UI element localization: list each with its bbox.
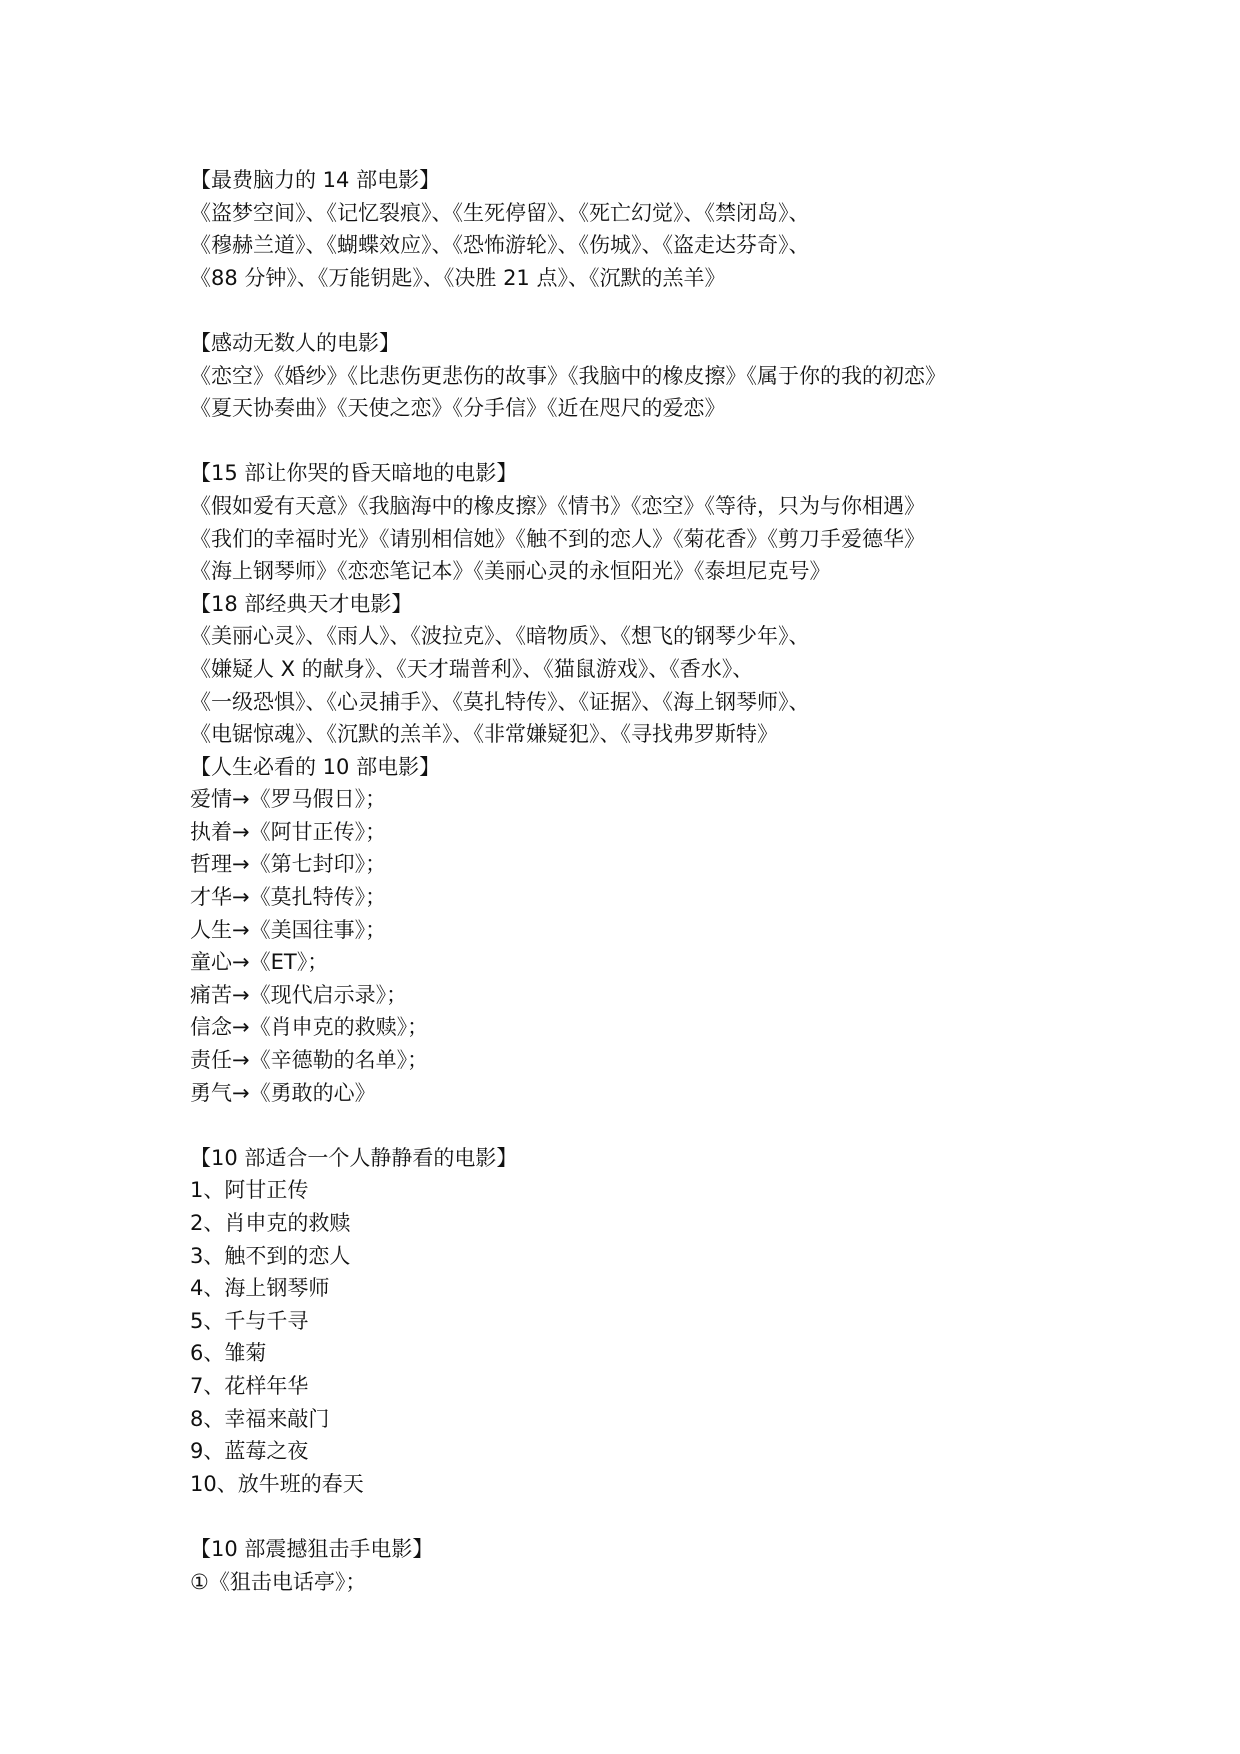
section-heading: 【感动无数人的电影】 <box>190 330 400 355</box>
section-heading: 【15 部让你哭的昏天暗地的电影】 <box>190 461 518 486</box>
list-item: 勇气→《勇敢的心》 <box>190 1080 376 1105</box>
text-line: 《电锯惊魂》、《沉默的羔羊》、《非常嫌疑犯》、《寻找弗罗斯特》 <box>190 722 778 747</box>
list-item: 10、放牛班的春天 <box>190 1471 364 1496</box>
list-item: 2、肖申克的救赎 <box>190 1211 351 1235</box>
list-item: 3、触不到的恋人 <box>190 1243 351 1268</box>
list-item: 执着→《阿甘正传》； <box>190 819 387 844</box>
list-item: 5、千与千寻 <box>190 1308 309 1333</box>
text-line: 《夏天协奏曲》《天使之恋》《分手信》《近在咫尺的爱恋》 <box>190 396 726 421</box>
list-item: 4、海上钢琴师 <box>190 1276 330 1301</box>
list-item: 8、幸福来敲门 <box>190 1406 330 1431</box>
blank-line <box>190 294 1090 327</box>
section-heading: 【10 部震撼狙击手电影】 <box>190 1536 434 1561</box>
list-item: 才华→《莫扎特传》； <box>190 885 387 910</box>
list-item: 9、蓝莓之夜 <box>190 1439 309 1464</box>
list-item: 爱情→《罗马假日》； <box>190 787 387 812</box>
list-item: 童心→《ET》； <box>190 950 329 975</box>
list-item: 信念→《肖申克的救赎》； <box>190 1015 429 1040</box>
text-line: 《美丽心灵》、《雨人》、《波拉克》、《暗物质》、《想飞的钢琴少年》、 <box>190 624 810 649</box>
blank-line <box>190 1500 1090 1533</box>
text-line: 《假如爱有天意》《我脑海中的橡皮擦》《情书》《恋空》《等待，只为与你相遇》 <box>190 493 925 518</box>
list-item: 7、花样年华 <box>190 1373 309 1398</box>
list-item: 1、阿甘正传 <box>190 1178 309 1203</box>
blank-line <box>190 1109 1090 1142</box>
text-line: 《海上钢琴师》《恋恋笔记本》《美丽心灵的永恒阳光》《泰坦尼克号》 <box>190 559 831 584</box>
text-line: 《嫌疑人 X 的献身》、《天才瑞普利》、《猫鼠游戏》、《香水》、 <box>190 656 754 681</box>
text-line: 《穆赫兰道》、《蝴蝶效应》、《恐怖游轮》、《伤城》、《盗走达芬奇》、 <box>190 233 810 258</box>
list-item: 哲理→《第七封印》； <box>190 852 387 877</box>
section-heading: 【18 部经典天才电影】 <box>190 591 413 616</box>
text-line: 《我们的幸福时光》《请别相信她》《触不到的恋人》《菊花香》《剪刀手爱德华》 <box>190 526 925 551</box>
text-line: 《88 分钟》、《万能钥匙》、《决胜 21 点》、《沉默的羔羊》 <box>190 265 726 290</box>
list-item: 责任→《辛德勒的名单》； <box>190 1048 429 1073</box>
text-line: 《盗梦空间》、《记忆裂痕》、《生死停留》、《死亡幻觉》、《禁闭岛》、 <box>190 200 810 225</box>
blank-line <box>190 425 1090 458</box>
section-heading: 【10 部适合一个人静静看的电影】 <box>190 1145 518 1170</box>
text-line: 《一级恐惧》、《心灵捕手》、《莫扎特传》、《证据》、《海上钢琴师》、 <box>190 689 810 714</box>
text-line: 《恋空》《婚纱》《比悲伤更悲伤的故事》《我脑中的橡皮擦》《属于你的我的初恋》 <box>190 363 946 388</box>
section-heading: 【人生必看的 10 部电影】 <box>190 754 441 779</box>
list-item: 人生→《美国往事》； <box>190 917 387 942</box>
list-item: ①《狙击电话亭》； <box>190 1569 367 1594</box>
section-heading: 【最费脑力的 14 部电影】 <box>190 168 441 192</box>
list-item: 6、雏菊 <box>190 1341 267 1366</box>
document-page <box>190 164 1090 1598</box>
list-item: 痛苦→《现代启示录》； <box>190 982 408 1007</box>
